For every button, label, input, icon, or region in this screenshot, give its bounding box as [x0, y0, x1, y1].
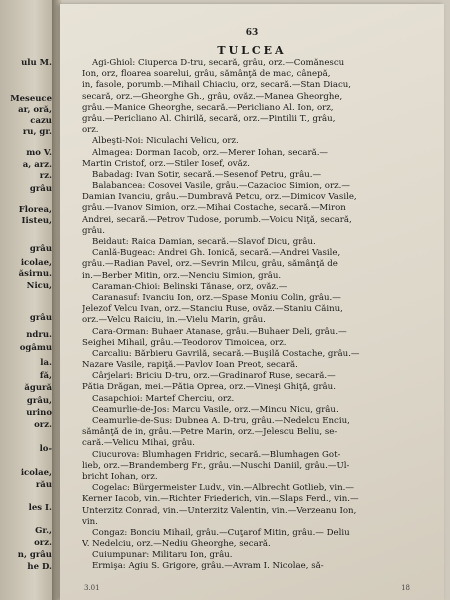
- left-page-fragment: icolae,: [20, 258, 52, 268]
- text-line: Ion, orz, floarea soarelui, grâu, sămânţă de mac, cânepă,: [82, 69, 331, 80]
- text-line: Cogelac: Bürgermeister Ludv., vin.—Albrecht Gotlieb, vin.—: [92, 483, 354, 494]
- text-line: Carcaliu: Bărbieru Gavrilă, secară.—Buşilă Costache, grâu.—: [92, 348, 360, 359]
- left-page-fragment: grâu: [29, 313, 52, 323]
- text-line: Kerner Iacob, vin.—Richter Friederich, vin.—Slaps Ferd., vin.—: [82, 494, 359, 505]
- text-line: Agi-Ghiol: Ciuperca D-tru, secară, grâu, orz.—Comănescu: [92, 58, 345, 68]
- left-page-fragment: n, grâu: [17, 550, 52, 560]
- text-line: Nazare Vasile, rapiţă.—Pavlov Ioan Preot, secară.: [82, 360, 298, 371]
- text-line: lieb, orz.—Brandemberg Fr., grâu.—Nuschi Daniil, grâu.—Ul-: [82, 460, 350, 471]
- left-page-fragment: cazu: [30, 116, 52, 126]
- left-page-fragment: la.: [40, 358, 52, 368]
- text-line: grâu.—Ivanov Simion, orz.—Mihai Costache, secară.—Miron: [82, 203, 346, 214]
- text-line: secară, orz.—Gheorghe Gh., grâu, ovăz.—Manea Gheorghe,: [82, 91, 343, 102]
- text-line: in, fasole, porumb.—Mihail Chiaciu, orz, secară.—Stan Diacu,: [82, 80, 352, 91]
- text-line: Pătia Drăgan, mei.—Pătia Oprea, orz.—Vineşi Ghiţă, grâu.: [82, 382, 336, 393]
- left-page-fragment: ru, gr.: [22, 127, 52, 137]
- text-line: Balabancea: Cosovei Vasile, grâu.—Cazacioc Simion, orz.—: [92, 181, 350, 192]
- left-page-fragment: lo-: [39, 444, 52, 454]
- left-page-fragment: ăsirnu.: [18, 269, 52, 279]
- text-line: Canlă-Bugeac: Andrei Gh. Ionică, secară.—Andrei Vasile,: [92, 248, 341, 259]
- left-page-fragment: les I.: [28, 503, 52, 513]
- text-line: bricht Iohan, orz.: [82, 471, 158, 482]
- left-page-fragment: rău: [35, 480, 52, 490]
- text-line: Martin Cristof, orz.—Stiler Iosef, ovăz.: [82, 158, 251, 169]
- text-line: Andrei, secară.—Petrov Tudose, porumb.—Voicu Niţă, secară,: [82, 214, 352, 225]
- left-page-fragment: Nicu,: [26, 281, 52, 291]
- left-page-fragment: a, arz.: [22, 160, 52, 170]
- left-page-edge: [0, 0, 58, 600]
- text-line: grâu.: [82, 225, 105, 236]
- text-line: cară.—Velicu Mihai, grâu.: [82, 438, 195, 449]
- text-line: V. Nedelciu, orz.—Nediu Gheorghe, secară.: [82, 539, 271, 550]
- text-line: Ceamurlie-de-Jos: Marcu Vasile, orz.—Mincu Nicu, grâu.: [92, 404, 339, 415]
- text-line: sămânţă de in, grâu.—Petre Marin, orz.—Jelescu Beliu, se-: [82, 427, 338, 438]
- left-page-fragment: Iisteu,: [21, 216, 52, 226]
- text-line: Ermişa: Agiu S. Grigore, grâu.—Avram I. Nicolae, să-: [92, 561, 324, 572]
- text-line: Ceamurlie-de-Sus: Dubnea A. D-tru, grâu.—Nedelcu Enciu,: [92, 416, 350, 426]
- text-line: orz.: [82, 125, 99, 136]
- text-line: orz.—Velcu Raiciu, in.—Vielu Marin, grâu.: [82, 315, 266, 326]
- text-line: Cara-Orman: Buhaer Atanase, grâu.—Buhaer Deli, grâu.—: [92, 326, 347, 337]
- text-line: grâu.—Pericliano Al. Chirilă, secară, orz.—Pintilii T., grâu,: [82, 113, 336, 124]
- footer-printer-mark: 3.01: [84, 584, 100, 592]
- text-line: Damian Ivanciu, grâu.—Dumbravă Petcu, orz.—Dimicov Vasile,: [82, 192, 357, 203]
- left-page-fragment: grâu,: [26, 396, 52, 406]
- left-page-fragment: Meseuce: [10, 94, 52, 104]
- text-line: Caraman-Chioi: Belinski Tănase, orz, ovăz.—: [92, 281, 288, 292]
- book-page: [60, 4, 444, 600]
- left-page-fragment: he D.: [27, 562, 52, 572]
- left-page-fragment: ogâmu: [19, 343, 52, 353]
- text-line: Congaz: Bonciu Mihail, grâu.—Cuţarof Mitin, grâu.— Deliu: [92, 527, 350, 538]
- text-line: Caranasuf: Ivanciu Ion, orz.—Spase Moniu Colin, grâu.—: [92, 292, 341, 303]
- text-line: Cârjelari: Briciu D-tru, orz.—Gradinarof Ruse, secară.—: [92, 371, 336, 382]
- left-page-fragment: orz.: [34, 538, 52, 548]
- left-page-fragment: rz.: [39, 171, 52, 181]
- left-page-fragment: Florea,: [18, 205, 52, 215]
- text-line: Casapchioi: Martef Cherciu, orz.: [92, 393, 235, 404]
- left-page-fragment: mo V.: [26, 148, 52, 158]
- left-page-fragment: ndru.: [26, 330, 52, 340]
- text-line: Ciucurova: Blumhagen Fridric, secară.—Blumhagen Got-: [92, 449, 341, 460]
- left-page-fragment: fă,: [39, 371, 52, 381]
- left-page-fragment: ar, oră,: [18, 105, 52, 115]
- left-page-fragment: urino: [26, 408, 52, 418]
- page-body: [82, 58, 430, 573]
- footer-signature-mark: 18: [401, 584, 410, 592]
- text-line: Almagea: Dorman Iacob, orz.—Merer Iohan, secară.—: [92, 147, 329, 158]
- left-page-fragment: ăgură: [24, 383, 52, 393]
- text-line: Beidaut: Raica Damian, secară.—Slavof Dicu, grâu.: [92, 237, 316, 247]
- text-line: grâu.—Manice Gheorghe, secară.—Pericliano Al. Ion, orz,: [82, 102, 334, 113]
- left-page-fragment: orz.: [34, 420, 52, 430]
- left-page-fragment: grâu: [29, 244, 52, 254]
- left-page-fragment: icolae,: [20, 468, 52, 478]
- left-page-fragment: ulu M.: [21, 58, 52, 68]
- text-line: Babadag: Ivan Sotir, secară.—Sesenof Petru, grâu.—: [92, 169, 322, 180]
- section-title: TULCEA: [217, 44, 287, 57]
- text-line: grâu.—Radian Pavel, orz.—Sevrin Milcu, grâu, sămânţă de: [82, 259, 338, 270]
- left-page-fragment: grâu: [29, 184, 52, 194]
- left-page-fragment: Gr.,: [35, 526, 52, 536]
- text-line: Unterzitz Conrad, vin.—Unterzitz Valentin, vin.—Verzeanu Ion,: [82, 505, 357, 516]
- text-line: in.—Berber Mitin, orz.—Nenciu Simion, grâu.: [82, 270, 282, 281]
- text-line: Seighei Mihail, grâu.—Teodorov Timoicea, orz.: [82, 337, 287, 348]
- text-line: vin.: [82, 516, 98, 527]
- text-line: Albeşti-Noi: Niculachi Velicu, orz.: [92, 136, 239, 147]
- text-line: Cuiumpunar: Militaru Ion, grâu.: [92, 550, 233, 561]
- page-number: 63: [245, 28, 259, 38]
- text-line: Jelezof Velcu Ivan, orz.—Stanciu Ruse, ovăz.—Staniu Căinu,: [82, 304, 343, 315]
